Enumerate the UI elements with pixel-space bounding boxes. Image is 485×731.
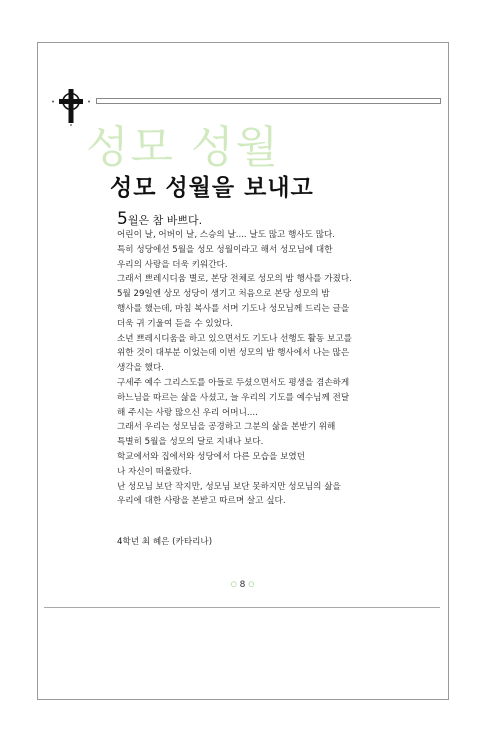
- body-line: 특별히 5월을 성모의 달로 지내나 보다.: [117, 437, 264, 448]
- body-line: 소년 쁘레시디움을 하고 있으면서도 기도나 선행도 활동 보고를: [117, 333, 352, 344]
- lead-big-digit: 5: [117, 209, 128, 229]
- body-line: 어린이 날, 어버이 날, 스승의 날.... 날도 많고 행사도 많다.: [117, 230, 336, 240]
- body-line: 특히 성당에선 5월을 성모 성월이라고 해서 성모님에 대한: [117, 244, 333, 255]
- body-line: 나 자신이 떠올랐다.: [117, 466, 192, 477]
- top-rule: [96, 98, 441, 104]
- body-line: 위한 것이 대부분 이었는데 이번 성모의 밤 행사에서 나는 많은: [117, 348, 350, 359]
- body-line: 해 주시는 사랑 많으신 우리 어머니....: [117, 407, 258, 418]
- lead-text: 월은 참 바쁘다.: [127, 214, 203, 227]
- body-line: 학교에서와 집에서와 성당에서 다른 모습을 보였던: [117, 451, 305, 462]
- body-line: 더욱 귀 기울여 듣을 수 있었다.: [117, 318, 234, 329]
- page-number-value: 8: [239, 580, 246, 590]
- page-number: [0, 580, 485, 590]
- body-line: 그래서 우리는 성모님을 공경하고 그분의 삶을 본받기 위해: [117, 422, 336, 433]
- body-line: 하느님을 따르는 삶을 사셨고, 늘 우리의 기도를 예수님께 전달: [117, 392, 350, 403]
- page-number-dot-icon: ○: [248, 580, 255, 588]
- body-line: 우리의 사랑을 더욱 키워간다.: [117, 259, 228, 270]
- body-lines: [117, 228, 377, 509]
- cross-icon: [51, 86, 91, 126]
- page-title: 성모 성월을 보내고: [110, 175, 314, 201]
- watermark-text: 성모 성월: [86, 122, 281, 173]
- body-line: 생각을 했다.: [117, 363, 164, 374]
- bottom-rule: [44, 607, 440, 608]
- body-line: 5월 29일엔 상모 성당이 생기고 처음으로 본당 성모의 밤: [117, 289, 330, 300]
- lead-line: [117, 211, 377, 228]
- body-line: 구세주 예수 그리스도를 아들로 두셨으면서도 평생을 겸손하게: [117, 377, 350, 388]
- body-line: 난 성모님 보단 작지만, 성모님 보단 못하지만 성모님의 삶을: [117, 481, 341, 492]
- author-signature: 4학년 최 혜은 (카타리나): [117, 537, 213, 547]
- article-body: [117, 211, 377, 509]
- body-line: 행사를 했는데, 마침 복사를 서며 기도나 성모님께 드리는 글을: [117, 303, 350, 314]
- page-number-dot-icon: ○: [230, 580, 237, 588]
- body-line: 그래서 쁘레시디움 별로, 본당 전체로 성모의 밤 행사를 가졌다.: [117, 274, 352, 285]
- body-line: 우리에 대한 사랑을 본받고 따르며 살고 싶다.: [117, 496, 286, 507]
